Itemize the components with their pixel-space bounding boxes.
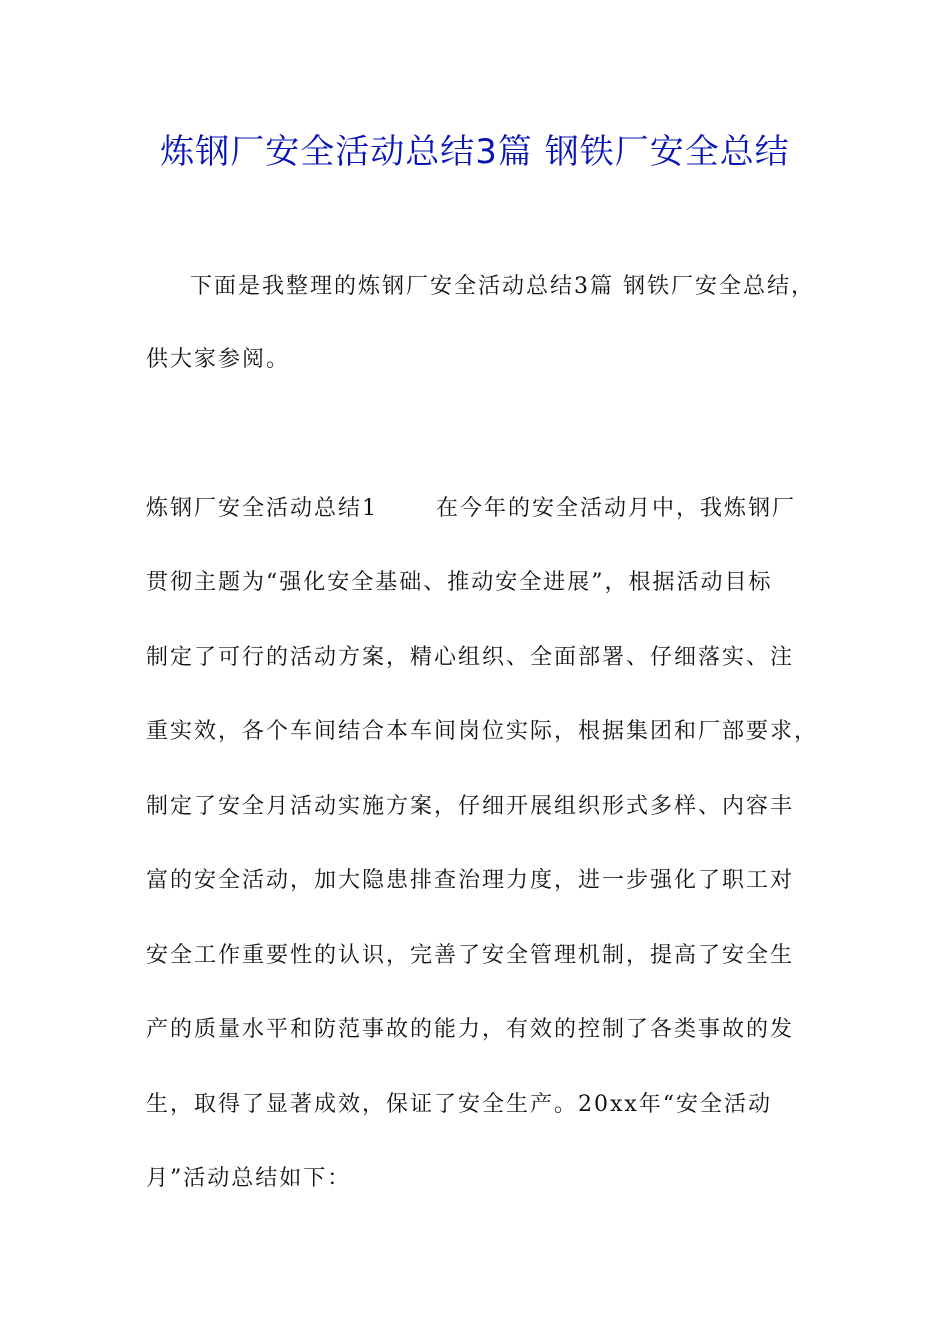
section1-line-9: 月”活动总结如下： [146,1166,352,1191]
section1-line-4: 制定了安全月活动实施方案，仔细开展组织形式多样、内容丰 [146,794,795,819]
section1-first-line [146,494,806,524]
section1-heading: 炼钢厂安全活动总结1 [146,496,378,521]
intro-line-1: 下面是我整理的炼钢厂安全活动总结3篇 钢铁厂安全总结， [190,274,815,299]
section1-first-line-text: 在今年的安全活动月中，我炼钢厂 [436,496,797,521]
section1-line-5: 富的安全活动，加大隐患排查治理力度，进一步强化了职工对 [146,868,795,893]
section1-line-8: 生，取得了显著成效，保证了安全生产。20xx年“安全活动 [146,1092,773,1117]
section1-line-1: 贯彻主题为“强化安全基础、推动安全进展”，根据活动目标 [146,570,773,595]
section1-line-6: 安全工作重要性的认识，完善了安全管理机制，提高了安全生 [146,943,795,968]
document-title: 炼钢厂安全活动总结3篇 钢铁厂安全总结 [160,132,790,172]
intro-line-2: 供大家参阅。 [146,347,291,372]
section1-line-7: 产的质量水平和防范事故的能力，有效的控制了各类事故的发 [146,1017,795,1042]
section1-line-3: 重实效，各个车间结合本车间岗位实际，根据集团和厂部要求， [146,719,819,744]
section1-line-2: 制定了可行的活动方案，精心组织、全面部署、仔细落实、注 [146,645,795,670]
